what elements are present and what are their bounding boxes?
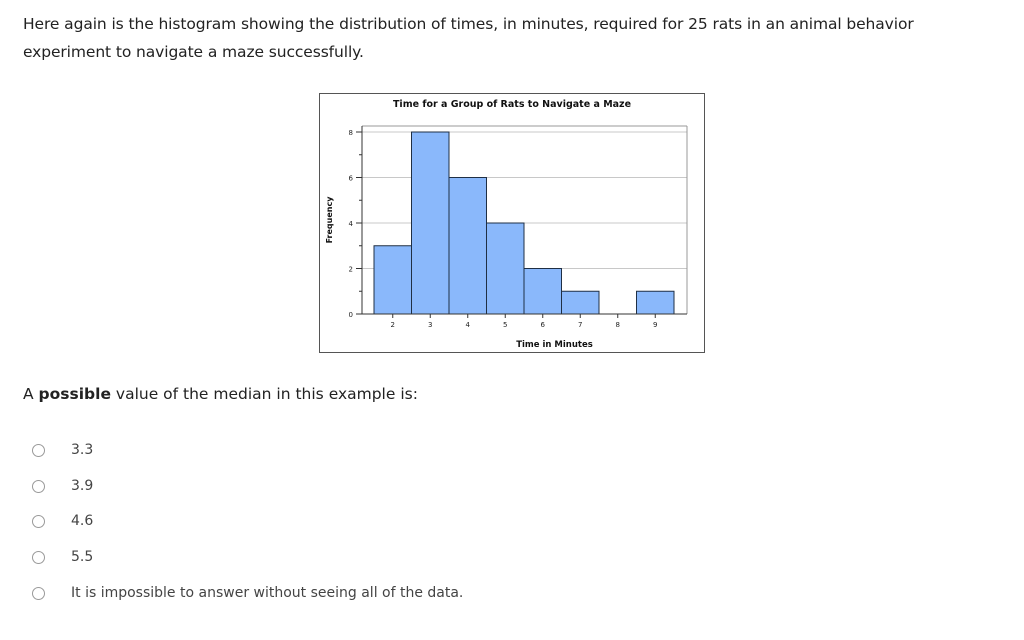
- histogram-plot: [320, 94, 704, 352]
- svg-text:3: 3: [428, 321, 433, 329]
- intro-text: Here again is the histogram showing the distribution of times, in minutes, required for 25 rats in an animal behavior experiment to navigate a maze successfully.: [23, 15, 914, 61]
- question-emphasis: possible: [38, 385, 111, 403]
- svg-text:6: 6: [348, 174, 353, 183]
- histogram-bar: [374, 246, 412, 314]
- radio-button[interactable]: [32, 551, 45, 564]
- histogram-bar: [487, 223, 525, 314]
- option-label: 3.9: [71, 478, 94, 494]
- svg-text:8: 8: [615, 321, 620, 329]
- svg-text:4: 4: [348, 220, 353, 228]
- svg-text:7: 7: [578, 321, 583, 329]
- option-5[interactable]: [0, 579, 600, 607]
- histogram-bar: [562, 291, 600, 314]
- radio-button[interactable]: [32, 515, 45, 528]
- option-label: It is impossible to answer without seeing all of the data.: [71, 585, 464, 601]
- radio-button[interactable]: [32, 587, 45, 600]
- svg-text:Time in Minutes: Time in Minutes: [516, 340, 593, 350]
- svg-text:Frequency: Frequency: [325, 196, 334, 244]
- histogram-bar: [637, 291, 675, 314]
- svg-text:0: 0: [348, 311, 353, 319]
- radio-button[interactable]: [32, 480, 45, 493]
- option-2[interactable]: [0, 472, 600, 500]
- option-3[interactable]: [0, 507, 600, 535]
- option-4[interactable]: [0, 543, 600, 571]
- option-label: 4.6: [71, 513, 94, 529]
- chart-title: Time for a Group of Rats to Navigate a Maze: [392, 99, 632, 110]
- histogram-bar: [524, 269, 562, 315]
- option-label: 5.5: [71, 549, 94, 565]
- histogram-bar: [412, 132, 450, 314]
- histogram-bar: [449, 178, 487, 315]
- svg-text:4: 4: [465, 321, 470, 329]
- svg-text:9: 9: [653, 321, 658, 329]
- histogram-chart: [319, 93, 705, 353]
- question-text: A possible value of the median in this example is:: [23, 385, 418, 403]
- radio-button[interactable]: [32, 444, 45, 457]
- svg-text:2: 2: [390, 321, 395, 329]
- option-1[interactable]: [0, 436, 600, 464]
- svg-text:8: 8: [348, 129, 353, 137]
- svg-text:6: 6: [540, 321, 545, 329]
- svg-text:5: 5: [503, 321, 508, 329]
- option-label: 3.3: [71, 442, 94, 458]
- svg-text:2: 2: [348, 265, 353, 274]
